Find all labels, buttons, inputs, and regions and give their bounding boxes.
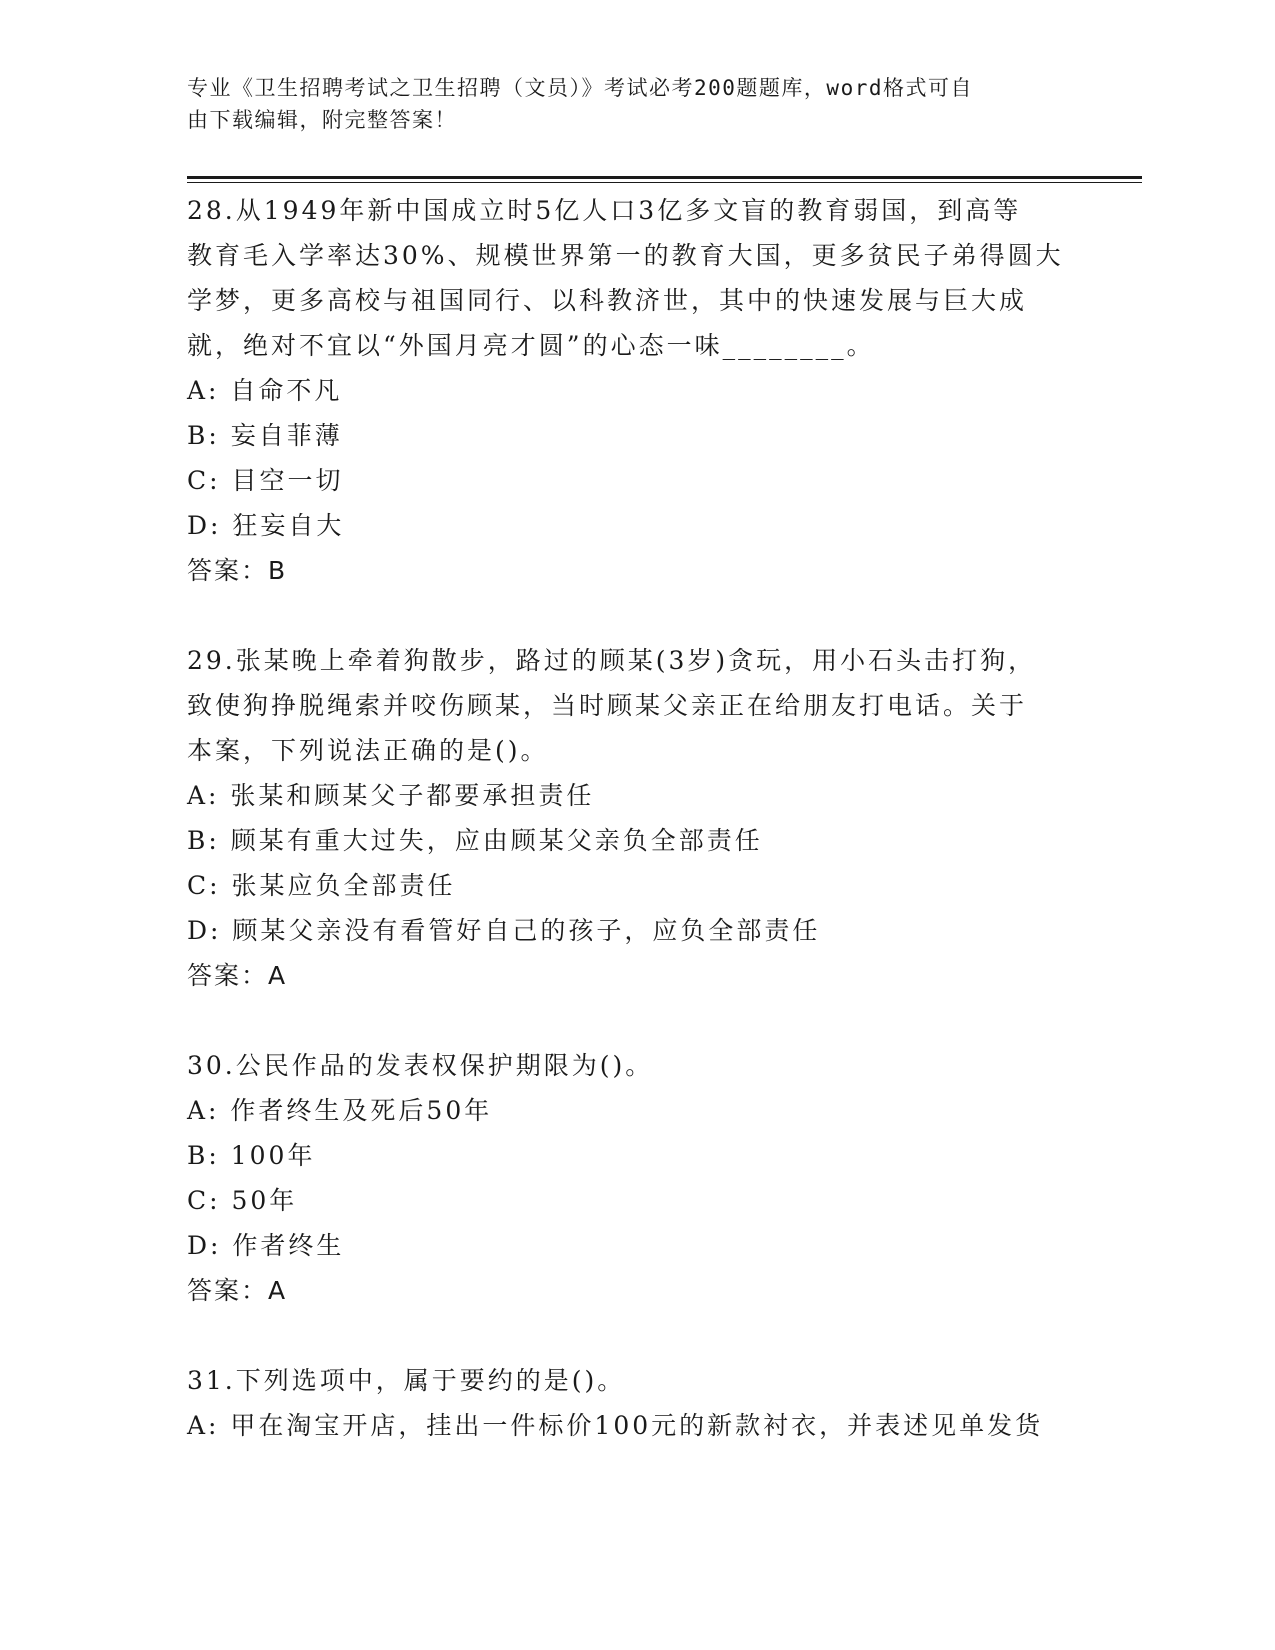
- option-d: D: 作者终生: [187, 1231, 345, 1260]
- header-line-1: 专业《卫生招聘考试之卫生招聘（文员）》考试必考200题题库，word格式可自: [187, 76, 973, 100]
- question-stem-line: 30.公民作品的发表权保护期限为()。: [187, 1051, 654, 1080]
- question-28: [187, 188, 1087, 593]
- question-stem-line: 教育毛入学率达30%、规模世界第一的教育大国，更多贫民子弟得圆大: [187, 241, 1064, 270]
- question-stem-line: 29.张某晚上牵着狗散步，路过的顾某(3岁)贪玩，用小石头击打狗，: [187, 646, 1037, 675]
- question-list: [187, 188, 1087, 1448]
- option-d: D: 狂妄自大: [187, 511, 345, 540]
- header-divider-thick: [187, 176, 1142, 179]
- document-header: [187, 72, 1067, 136]
- question-stem-line: 本案，下列说法正确的是()。: [187, 736, 549, 765]
- answer: 答案：A: [187, 1276, 288, 1305]
- answer: 答案：A: [187, 961, 288, 990]
- option-b: B: 妄自菲薄: [187, 421, 343, 450]
- question-stem-line: 28.从1949年新中国成立时5亿人口3亿多文盲的教育弱国，到高等: [187, 196, 1022, 225]
- answer: 答案：B: [187, 556, 288, 585]
- option-c: C: 50年: [187, 1186, 298, 1215]
- question-stem-line: 就，绝对不宜以“外国月亮才圆”的心态一味________。: [187, 331, 875, 360]
- option-a: A: 张某和顾某父子都要承担责任: [187, 781, 595, 810]
- option-c: C: 目空一切: [187, 466, 344, 495]
- option-a: A: 作者终生及死后50年: [187, 1096, 493, 1125]
- question-30: [187, 1043, 1087, 1313]
- question-29: [187, 638, 1087, 998]
- header-divider-thin: [187, 182, 1142, 183]
- question-stem-line: 致使狗挣脱绳索并咬伤顾某，当时顾某父亲正在给朋友打电话。关于: [187, 691, 1028, 720]
- question-stem-line: 31.下列选项中，属于要约的是()。: [187, 1366, 626, 1395]
- option-b: B: 100年: [187, 1141, 316, 1170]
- option-a: A: 自命不凡: [187, 376, 343, 405]
- header-line-2: 由下载编辑，附完整答案！: [187, 108, 457, 132]
- option-d: D: 顾某父亲没有看管好自己的孩子，应负全部责任: [187, 916, 821, 945]
- option-b: B: 顾某有重大过失，应由顾某父亲负全部责任: [187, 826, 763, 855]
- option-c: C: 张某应负全部责任: [187, 871, 456, 900]
- option-a: A: 甲在淘宝开店，挂出一件标价100元的新款衬衣，并表述见单发货: [187, 1411, 1044, 1440]
- question-stem-line: 学梦，更多高校与祖国同行、以科教济世，其中的快速发展与巨大成: [187, 286, 1028, 315]
- question-31: [187, 1358, 1087, 1448]
